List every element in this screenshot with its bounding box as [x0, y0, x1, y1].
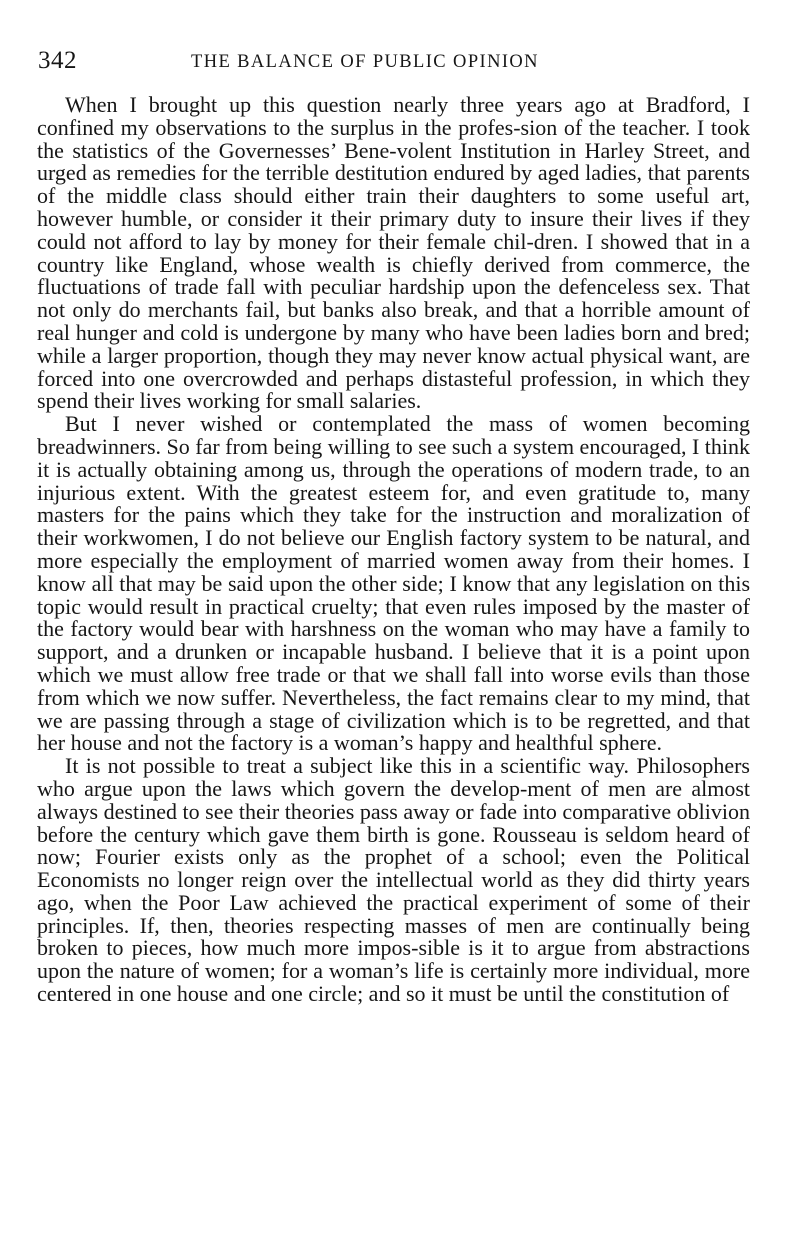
body-text [37, 94, 750, 1006]
running-title: THE BALANCE OF PUBLIC OPINION [191, 52, 539, 72]
page-number: 342 [38, 47, 77, 74]
paragraph-1: When I brought up this question nearly three years ago at Bradford, I confined my observations to the surplus in the profes-sion of the teacher. I took the statistics of the Governesses’ Bene-volent Institution in Harley Street, and urged as remedies for the terrible destitution endured by aged ladies, that parents of the middle class should either train their daughters to some useful art, however humble, or consider it their primary duty to insure their lives if they could not afford to lay by money for their female chil-dren. I showed that in a country like England, whose wealth is chiefly derived from commerce, the fluctuations of trade fall with peculiar hardship upon the defenceless sex. That not only do merchants fail, but banks also break, and that a horrible amount of real hunger and cold is undergone by many who have been ladies born and bred; while a larger proportion, though they may never know actual physical want, are forced into one overcrowded and perhaps distasteful profession, in which they spend their lives working for small salaries. [37, 92, 750, 414]
paragraph-3: It is not possible to treat a subject like this in a scientific way. Philosophers who argue upon the laws which govern the develop-ment of men are almost always destined to see their theories pass away or fade into comparative oblivion before the century which gave them birth is gone. Rousseau is seldom heard of now; Fourier exists only as the prophet of a school; even the Political Economists no longer reign over the intellectual world as they did thirty years ago, when the Poor Law achieved the practical experiment of some of their principles. If, then, theories respecting masses of men are continually being broken to pieces, how much more impos-sible is it to argue from abstractions upon the nature of women; for a woman’s life is certainly more individual, more centered in one house and one circle; and so it must be until the constitution of [37, 753, 750, 1007]
page-header [38, 44, 760, 78]
paragraph-2: But I never wished or contemplated the mass of women becoming breadwinners. So far from being willing to see such a system encouraged, I think it is actually obtaining among us, through the operations of modern trade, to an injurious extent. With the greatest esteem for, and even gratitude to, many masters for the pains which they take for the instruction and moralization of their workwomen, I do not believe our English factory system to be natural, and more especially the employment of married women away from their homes. I know all that may be said upon the other side; I know that any legislation on this topic would result in practical cruelty; that even rules imposed by the master of the factory would bear with harshness on the woman who may have a family to support, and a drunken or incapable husband. I believe that it is a point upon which we must allow free trade or that we shall fall into worse evils than those from which we now suffer. Nevertheless, the fact remains clear to my mind, that we are passing through a stage of civilization which is to be regretted, and that her house and not the factory is a woman’s happy and healthful sphere. [37, 411, 750, 756]
